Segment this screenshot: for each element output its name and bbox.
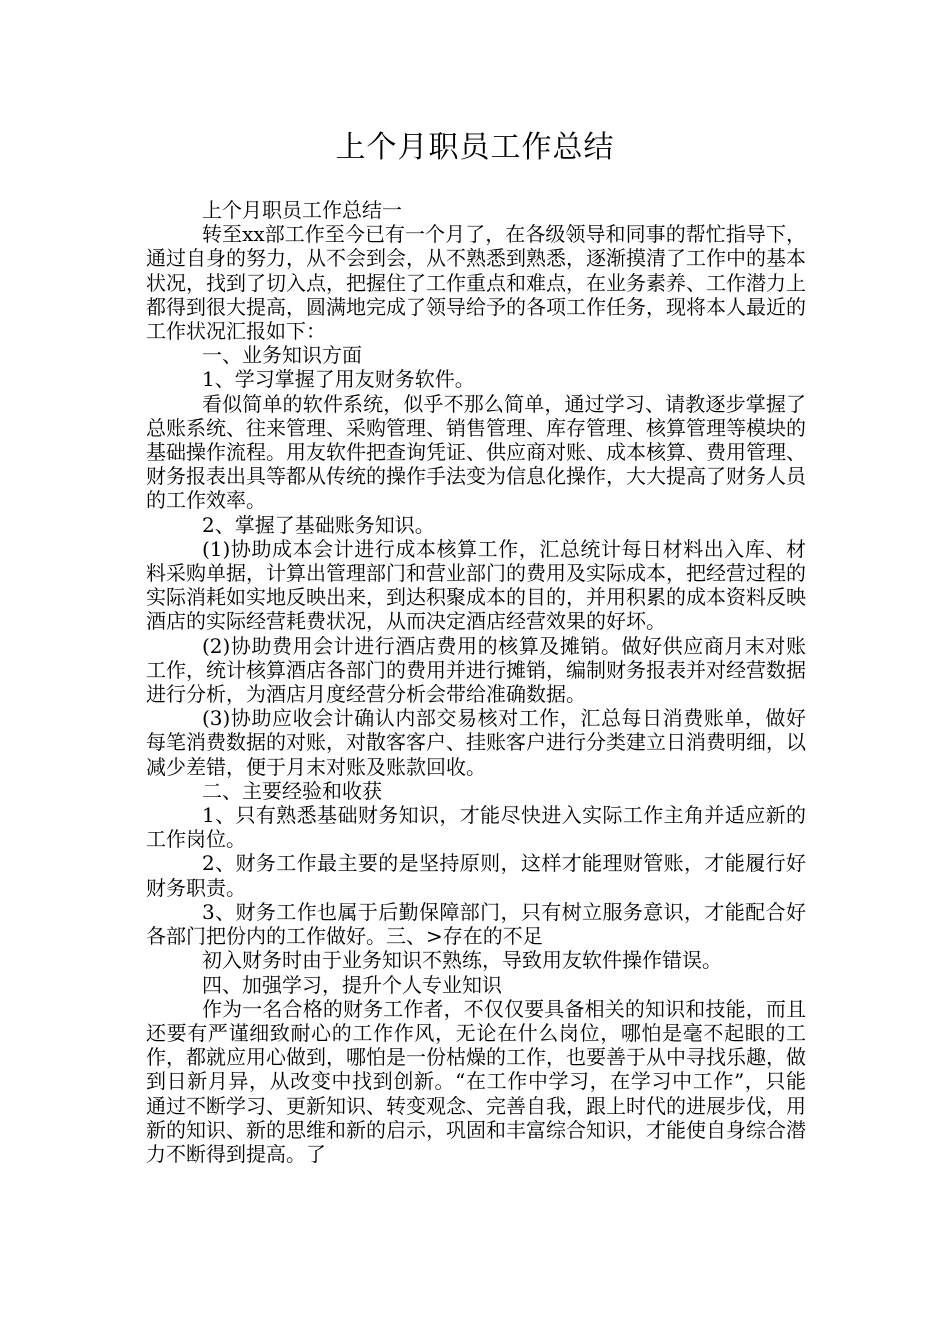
paragraph-cost-accounting: (1)协助成本会计进行成本核算工作，汇总统计每日材料出入库、材料采购单据，计算出管理部门和营业部门的费用及实际成本，把经营过程的实际消耗如实地反映出来，到达积聚成本的目的，并用积累的成本资料反映酒店的实际经营耗费状况，从而决定酒店经营效果的好坏。 <box>146 536 806 634</box>
paragraph-heading-2: 二、主要经验和收获 <box>202 778 382 803</box>
paragraph-expense-accounting: (2)协助费用会计进行酒店费用的核算及摊销。做好供应商月末对账工作，统计核算酒店各部门的费用并进行摊销，编制财务报表并对经营数据进行分析，为酒店月度经营分析会带给准确数据。 <box>146 633 806 707</box>
paragraph-heading-1: 一、业务知识方面 <box>202 343 362 368</box>
paragraph-shortcoming: 初入财务时由于业务知识不熟练，导致用友软件操作错误。 <box>202 948 722 973</box>
paragraph-software: 看似简单的软件系统，似乎不那么简单，通过学习、请教逐步掌握了总账系统、往来管理、采购管理、销售管理、库存管理、核算管理等模块的基础操作流程。用友软件把查询凭证、供应商对账、成本核算、费用管理、财务报表出具等都从传统的操作手法变为信息化操作，大大提高了财务人员的工作效率。 <box>146 391 806 513</box>
paragraph-heading-4: 四、加强学习，提升个人专业知识 <box>202 972 502 997</box>
document-title: 上个月职员工作总结 <box>335 130 615 165</box>
paragraph-learning: 作为一名合格的财务工作者，不仅仅要具备相关的知识和技能，而且还要有严谨细致耐心的工作作风，无论在什么岗位，哪怕是毫不起眼的工作，都就应用心做到，哪怕是一份枯燥的工作，也要善于从中寻找乐趣，做到日新月异，从改变中找到创新。“在工作中学习，在学习中工作”，只能通过不断学习、更新知识、转变观念、完善自我，跟上时代的进展步伐，用新的知识、新的思维和新的启示，巩固和丰富综合知识，才能使自身综合潜力不断得到提高。了 <box>146 996 806 1166</box>
paragraph-lesson-1: 1、只有熟悉基础财务知识，才能尽快进入实际工作主角并适应新的工作岗位。 <box>146 803 806 852</box>
paragraph-section-heading: 上个月职员工作总结一 <box>202 198 402 222</box>
paragraph-subheading-1-1: 1、学习掌握了用友财务软件。 <box>202 367 475 392</box>
paragraph-receivable-accounting: (3)协助应收会计确认内部交易核对工作，汇总每日消费账单，做好每笔消费数据的对账，对散客客户、挂账客户进行分类建立日消费明细，以减少差错，便于月末对账及账款回收。 <box>146 706 806 779</box>
paragraph-intro: 转至xx部工作至今已有一个月了，在各级领导和同事的帮忙指导下，通过自身的努力，从不会到会，从不熟悉到熟悉，逐渐摸清了工作中的基本状况，找到了切入点，把握住了工作重点和难点，在业务素养、工作潜力上都得到很大提高，圆满地完成了领导给予的各项工作任务，现将本人最近的工作状况汇报如下： <box>146 222 806 344</box>
paragraph-lesson-3: 3、财务工作也属于后勤保障部门，只有树立服务意识，才能配合好各部门把份内的工作做好。三、>存在的不足 <box>146 899 806 949</box>
paragraph-lesson-2: 2、财务工作最主要的是坚持原则，这样才能理财管账，才能履行好财务职责。 <box>146 851 806 900</box>
paragraph-subheading-1-2: 2、掌握了基础账务知识。 <box>202 512 435 537</box>
document-body <box>146 198 806 1166</box>
